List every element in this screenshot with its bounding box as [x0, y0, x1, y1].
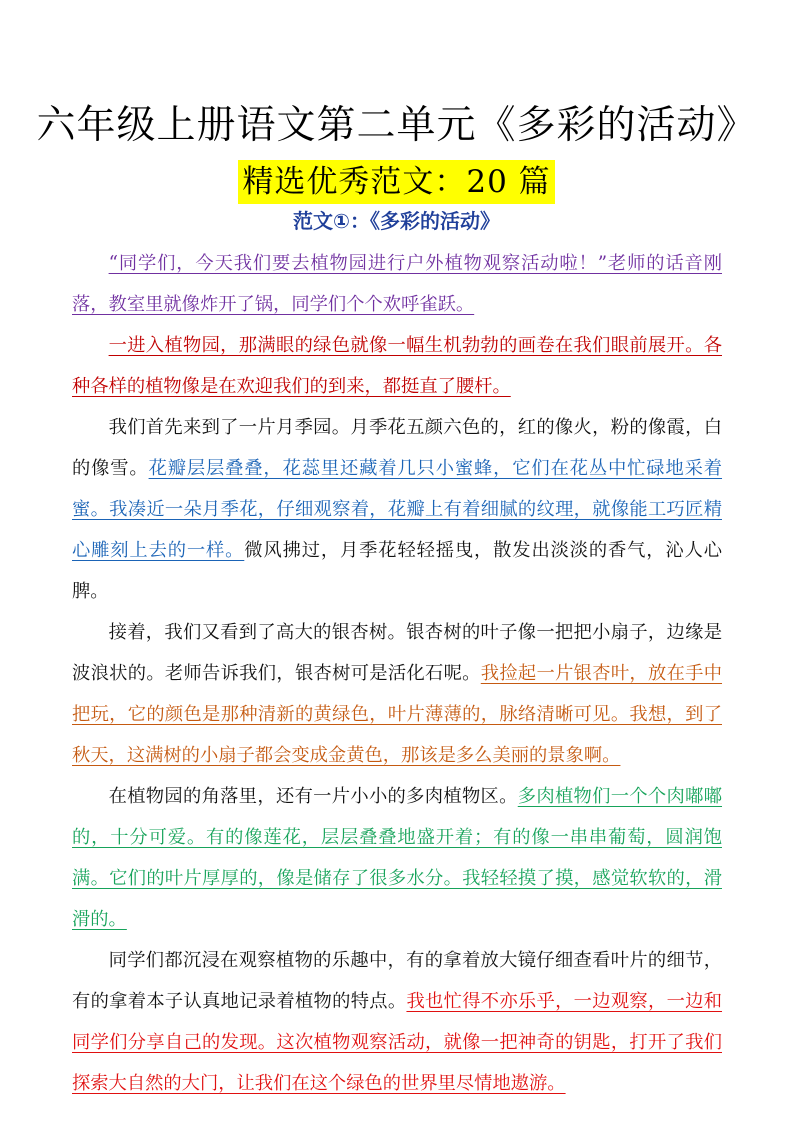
- highlighted-sentence: “同学们，今天我们要去植物园进行户外植物观察活动啦！”老师的话音刚落，教室里就像炸开了锅，同学们个个欢呼雀跃。: [72, 253, 722, 315]
- essay-paragraph: [72, 243, 722, 325]
- highlighted-sentence: 我捡起一片银杏叶，放在手中把玩，它的颜色是那种清新的黄绿色，叶片薄薄的，脉络清晰可见。我想，到了秋天，这满树的小扇子都会变成金黄色，那该是多么美丽的景象啊。: [72, 663, 723, 766]
- document-title: 六年级上册语文第二单元《多彩的活动》: [36, 103, 757, 148]
- essay-paragraph: [72, 776, 722, 940]
- essay-body: [72, 243, 722, 1104]
- paragraph-text: 微风拂过，月季花轻轻摇曳，散发出淡淡的香气，沁人心脾。: [72, 540, 723, 602]
- essay-paragraph: [72, 612, 722, 776]
- highlighted-sentence: 花瓣层层叠叠，花蕊里还藏着几只小蜜蜂，它们在花丛中忙碌地采着蜜。我凑近一朵月季花，仔细观察着，花瓣上有着细腻的纹理，就像能工巧匠精心雕刻上去的一样。: [72, 458, 723, 561]
- essay-paragraph: [72, 325, 722, 407]
- highlighted-sentence: 一进入植物园，那满眼的绿色就像一幅生机勃勃的画卷在我们眼前展开。各种各样的植物像是在欢迎我们的到来，都挺直了腰杆。: [72, 335, 722, 397]
- highlighted-sentence: 我也忙得不亦乐乎，一边观察，一边和同学们分享自己的发现。这次植物观察活动，就像一把神奇的钥匙，打开了我们探索大自然的大门，让我们在这个绿色的世界里尽情地遨游。: [72, 991, 723, 1094]
- document-subtitle-highlighted: 精选优秀范文：20 篇: [238, 160, 554, 204]
- highlighted-sentence: 多肉植物们一个个肉嘟嘟的，十分可爱。有的像莲花，层层叠叠地盛开着；有的像一串串葡萄，圆润饱满。它们的叶片厚厚的，像是储存了很多水分。我轻轻摸了摸，感觉软软的，滑滑的。: [72, 786, 723, 930]
- essay-paragraph: [72, 940, 722, 1104]
- subtitle-container: [0, 160, 793, 204]
- paragraph-text: 同学们都沉浸在观察植物的乐趣中，有的拿着放大镜仔细查看叶片的细节，有的拿着本子认真地记录着植物的特点。: [72, 950, 722, 1012]
- essay-title: 范文①：《多彩的活动》: [293, 209, 500, 233]
- essay-paragraph: [72, 407, 722, 612]
- paragraph-text: 接着，我们又看到了高大的银杏树。银杏树的叶子像一把把小扇子，边缘是波浪状的。老师告诉我们，银杏树可是活化石呢。: [72, 622, 722, 684]
- paragraph-text: 在植物园的角落里，还有一片小小的多肉植物区。: [108, 786, 518, 807]
- paragraph-text: 我们首先来到了一片月季园。月季花五颜六色的，红的像火，粉的像霞，白的像雪。: [72, 417, 722, 479]
